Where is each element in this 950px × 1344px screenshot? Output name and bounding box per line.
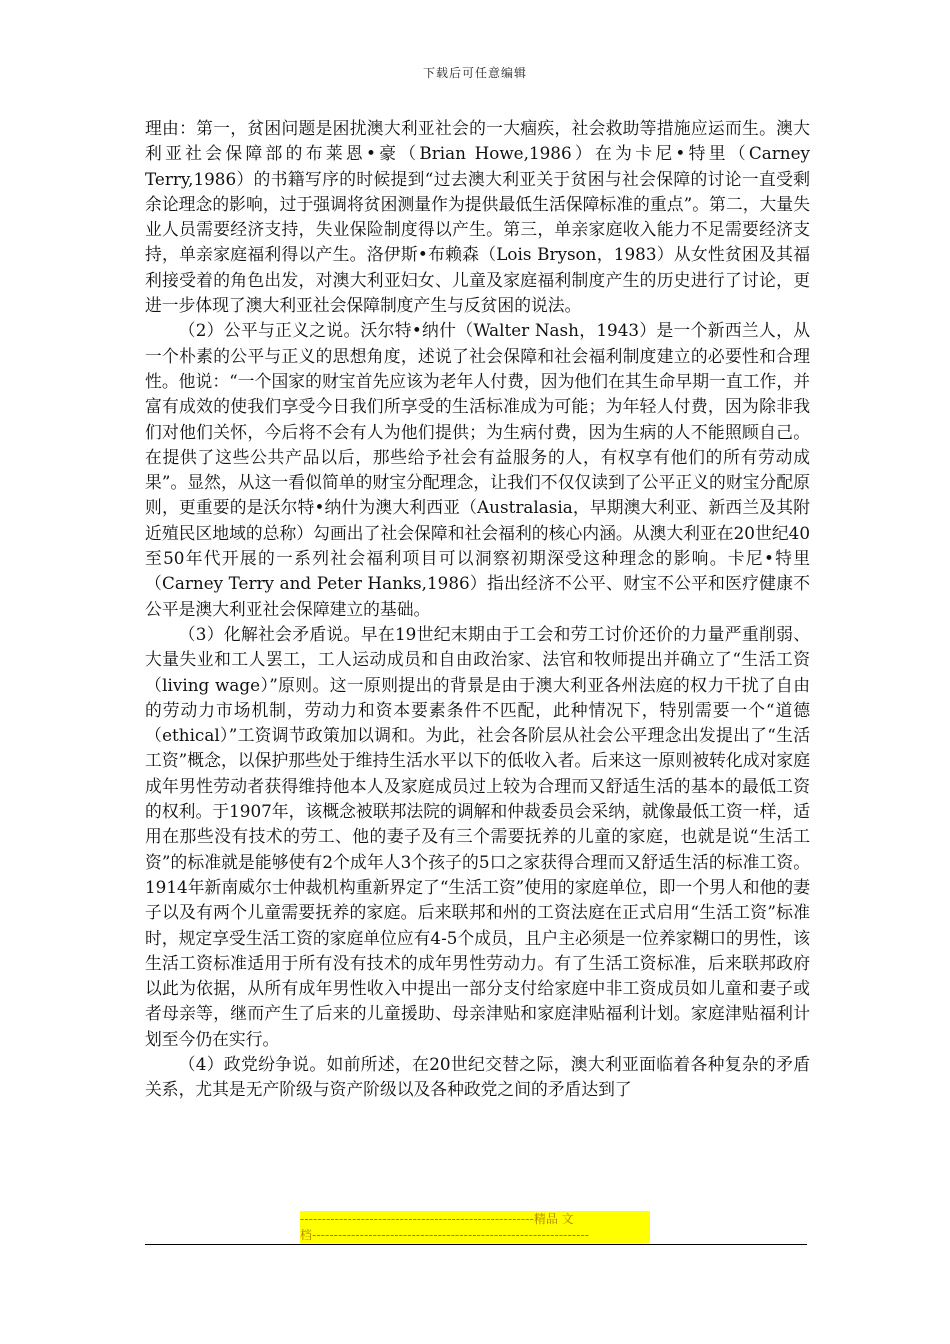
footer-watermark-line-2: 档---------------------------------------------------------------- <box>300 1227 650 1243</box>
footer-watermark-line-1: ------------------------------------------------------精品 文 <box>300 1211 650 1227</box>
document-body <box>145 116 810 1103</box>
paragraph-1: 理由：第一，贫困问题是困扰澳大利亚社会的一大痼疾，社会救助等措施应运而生。澳大利亚社会保障部的布莱恩•豪（Brian Howe,1986）在为卡尼•特里（Carney Terry,1986）的书籍写序的时候提到“过去澳大利亚关于贫困与社会保障的讨论一直受剩余论理念的影响，过于强调将贫困测量作为提供最低生活保障标准的重点”。第二，大量失业人员需要经济支持，失业保险制度得以产生。第三，单亲家庭收入能力不足需要经济支持，单亲家庭福利得以产生。洛伊斯•布赖森（Lois Bryson，1983）从女性贫困及其福利接受着的角色出发，对澳大利亚妇女、儿童及家庭福利制度产生的历史进行了讨论，更进一步体现了澳大利亚社会保障制度产生与反贫困的说法。 <box>145 118 810 316</box>
paragraph-2: （2）公平与正义之说。沃尔特•纳什（Walter Nash，1943）是一个新西兰人，从一个朴素的公平与正义的思想角度，述说了社会保障和社会福利制度建立的必要性和合理性。他说：“一个国家的财宝首先应该为老年人付费，因为他们在其生命早期一直工作，并富有成效的使我们享受今日我们所享受的生活标准成为可能；为年轻人付费，因为除非我们对他们关怀，今后将不会有人为他们提供；为生病付费，因为生病的人不能照顾自己。在提供了这些公共产品以后，那些给予社会有益服务的人，有权享有他们的所有劳动成果”。显然，从这一看似简单的财宝分配理念，让我们不仅仅读到了公平正义的财宝分配原则，更重要的是沃尔特•纳什为澳大利西亚（Australasia，早期澳大利亚、新西兰及其附近殖民区地域的总称）勾画出了社会保障和社会福利的核心内涵。从澳大利亚在20世纪40至50年代开展的一系列社会福利项目可以洞察初期深受这种理念的影响。卡尼•特里（Carney Terry and Peter Hanks,1986）指出经济不公平、财宝不公平和医疗健康不公平是澳大利亚社会保障建立的基础。 <box>145 320 810 619</box>
paragraph-4: （4）政党纷争说。如前所述，在20世纪交替之际，澳大利亚面临着各种复杂的矛盾关系，尤其是无产阶级与资产阶级以及各种政党之间的矛盾达到了 <box>145 1053 810 1100</box>
footer-rule <box>145 1244 807 1245</box>
page-header: 下载后可任意编辑 <box>422 66 527 80</box>
paragraph-3: （3）化解社会矛盾说。早在19世纪末期由于工会和劳工讨价还价的力量严重削弱、大量失业和工人罢工，工人运动成员和自由政治家、法官和牧师提出并确立了“生活工资（living wage）”原则。这一原则提出的背景是由于澳大利亚各州法庭的权力干扰了自由的劳动力市场机制，劳动力和资本要素条件不匹配，此种情况下，特别需要一个“道德（ethical）”工资调节政策加以调和。为此，社会各阶层从社会公平理念出发提出了“生活工资”概念，以保护那些处于维持生活水平以下的低收入者。后来这一原则被转化成对家庭成年男性劳动者获得维持他本人及家庭成员过上较为合理而又舒适生活的基本的最低工资的权利。于1907年，该概念被联邦法院的调解和仲裁委员会采纳，就像最低工资一样，适用在那些没有技术的劳工、他的妻子及有三个需要抚养的儿童的家庭，也就是说“生活工资”的标准就是能够使有2个成年人3个孩子的5口之家获得合理而又舒适生活的标准工资。1914年新南威尔士仲裁机构重新界定了“生活工资”使用的家庭单位，即一个男人和他的妻子以及有两个儿童需要抚养的家庭。后来联邦和州的工资法庭在正式启用“生活工资”标准时，规定享受生活工资的家庭单位应有4-5个成员，且户主必须是一位养家糊口的男性，该生活工资标准适用于所有没有技术的成年男性劳动力。有了生活工资标准，后来联邦政府以此为依据，从所有成年男性收入中提出一部分支付给家庭中非工资成员如儿童和妻子或者母亲等，继而产生了后来的儿童援助、母亲津贴和家庭津贴福利计划。家庭津贴福利计划至今仍在实行。 <box>145 623 810 1049</box>
